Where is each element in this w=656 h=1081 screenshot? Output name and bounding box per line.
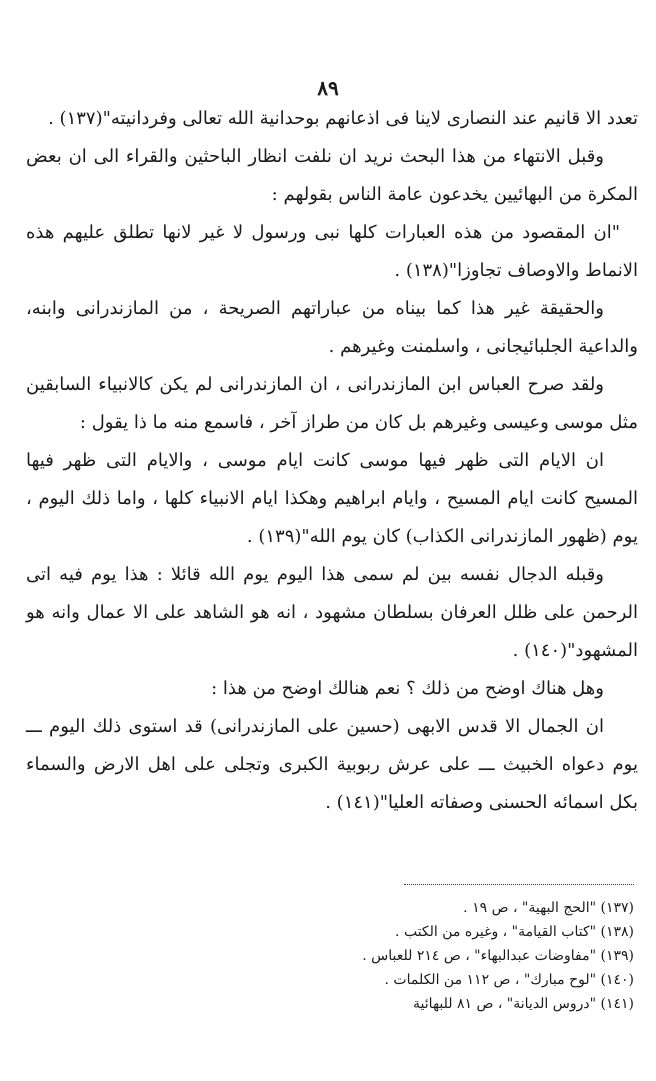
footnote: (١٣٧) "الحج البهية" ، ص ١٩ . <box>463 900 634 916</box>
footnote: (١٤١) "دروس الديانة" ، ص ٨١ للبهائية <box>413 996 634 1012</box>
footnote: (١٤٠) "لوح مبارك" ، ص ١١٢ من الكلمات . <box>384 972 634 988</box>
paragraph: وقبله الدجال نفسه بين لم سمى هذا اليوم يوم الله قائلا : هذا يوم فيه اتى الرحمن على ظلل العرفان بسلطان مشهود ، انه هو الشاهد على الا عمال وانه هو المشهود"(١٤٠) . <box>26 564 638 661</box>
paragraph: ان الجمال الا قدس الابهى (حسين على المازندرانى) قد استوى ذلك اليوم ـــ يوم دعواه الخبيث ـــ على عرش ربوبية الكبرى وتجلى على اهل الارض والسماء بكل اسمائه الحسنى وصفاته العليا"(١٤١) . <box>26 716 638 813</box>
paragraph: والحقيقة غير هذا كما بيناه من عباراتهم الصريحة ، من المازندرانى وابنه، والداعية الجلبائيجانى ، واسلمنت وغيرهم . <box>26 298 638 357</box>
footnotes <box>234 896 634 1016</box>
paragraph: ان الايام التى ظهر فيها موسى كانت ايام موسى ، والايام التى ظهر فيها المسيح كانت ايام المسيح ، وايام ابراهيم وهكذا ايام الانبياء كلها ، واما ذلك اليوم ، يوم (ظهور المازندرانى الكذاب) كان يوم الله"(١٣٩) . <box>26 450 638 547</box>
paragraph: وهل هناك اوضح من ذلك ؟ نعم هنالك اوضح من هذا : <box>211 678 604 699</box>
paragraph: تعدد الا قانيم عند النصارى لاينا فى اذعانهم بوحدانية الله تعالى وفردانيته"(١٣٧) . <box>48 108 638 129</box>
page-number: ٨٩ <box>317 76 339 100</box>
footnote-divider <box>404 884 634 885</box>
body-text <box>26 100 638 822</box>
quoted-paragraph: "ان المقصود من هذه العبارات كلها نبى ورسول لا غير لانها تطلق عليهم هذه الانماط والاوصاف تجاوزا"(١٣٨) . <box>26 222 638 281</box>
paragraph: ولقد صرح العباس ابن المازندرانى ، ان المازندرانى لم يكن كالانبياء السابقين مثل موسى وعيسى وغيرهم بل كان من طراز آخر ، فاسمع منه ما ذا يقول : <box>26 374 638 433</box>
footnote: (١٣٨) "كتاب القيامة" ، وغيره من الكتب . <box>395 924 634 940</box>
footnote: (١٣٩) "مفاوضات عبدالبهاء" ، ص ٢١٤ للعباس . <box>362 948 634 964</box>
paragraph: وقبل الانتهاء من هذا البحث نريد ان نلفت انظار الباحثين والقراء الى ان بعض المكرة من البهائيين يخدعون عامة الناس بقولهم : <box>26 146 638 205</box>
